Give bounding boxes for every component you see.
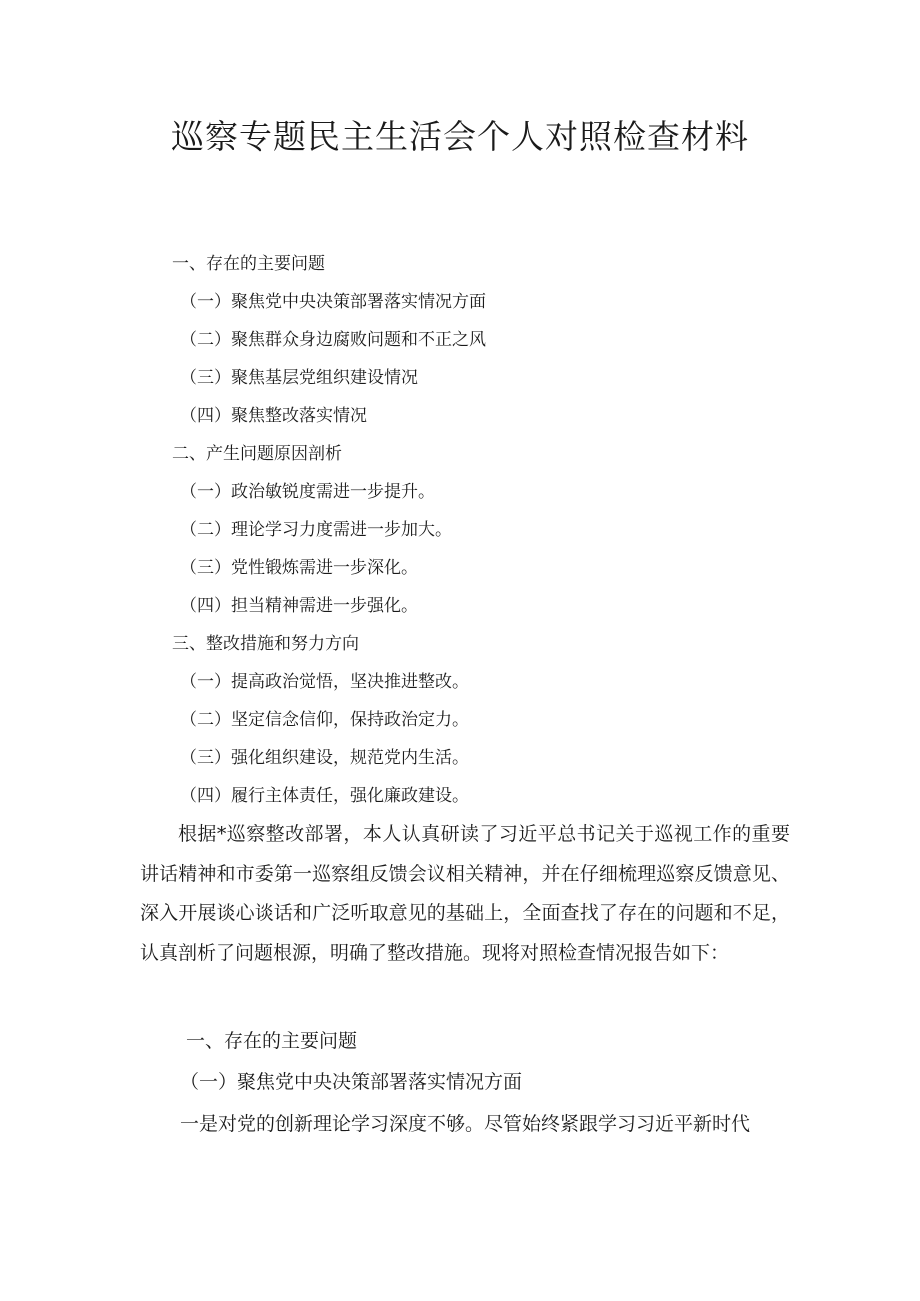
outline-item: （一）提高政治觉悟，坚决推进整改。 [180,672,469,692]
outline-item: （三）聚焦基层党组织建设情况 [180,368,418,388]
section-heading: 一、存在的主要问题 [186,1030,358,1052]
outline-item: （二）聚焦群众身边腐败问题和不正之风 [180,330,486,350]
outline-heading-1: 一、存在的主要问题 [172,254,325,274]
outline-item: （四）履行主体责任，强化廉政建设。 [180,786,469,806]
outline-item: （二）坚定信念信仰，保持政治定力。 [180,710,469,730]
intro-paragraph: 根据*巡察整改部署，本人认真研读了习近平总书记关于巡视工作的重要讲话精神和市委第一巡察组反馈会议相关精神，并在仔细梳理巡察反馈意见、深入开展谈心谈话和广泛听取意见的基础上，全面查找了存在的问题和不足，认真剖析了问题根源，明确了整改措施。现将对照检查情况报告如下： [140,823,790,964]
outline-heading-2: 二、产生问题原因剖析 [172,444,342,464]
outline-item: （三）强化组织建设，规范党内生活。 [180,748,469,768]
outline-heading-3: 三、整改措施和努力方向 [172,634,359,654]
body-text-line: 一是对党的创新理论学习深度不够。尽管始终紧跟学习习近平新时代 [180,1113,751,1135]
outline-item: （一）政治敏锐度需进一步提升。 [180,482,435,502]
outline-item: （三）党性锻炼需进一步深化。 [180,558,418,578]
document-title: 巡察专题民主生活会个人对照检查材料 [171,117,749,156]
outline-item: （四）担当精神需进一步强化。 [180,596,418,616]
outline-item: （二）理论学习力度需进一步加大。 [180,520,452,540]
outline-item: （四）聚焦整改落实情况 [180,406,367,426]
outline-item: （一）聚焦党中央决策部署落实情况方面 [180,292,486,312]
subsection-heading: （一）聚焦党中央决策部署落实情况方面 [180,1071,523,1093]
